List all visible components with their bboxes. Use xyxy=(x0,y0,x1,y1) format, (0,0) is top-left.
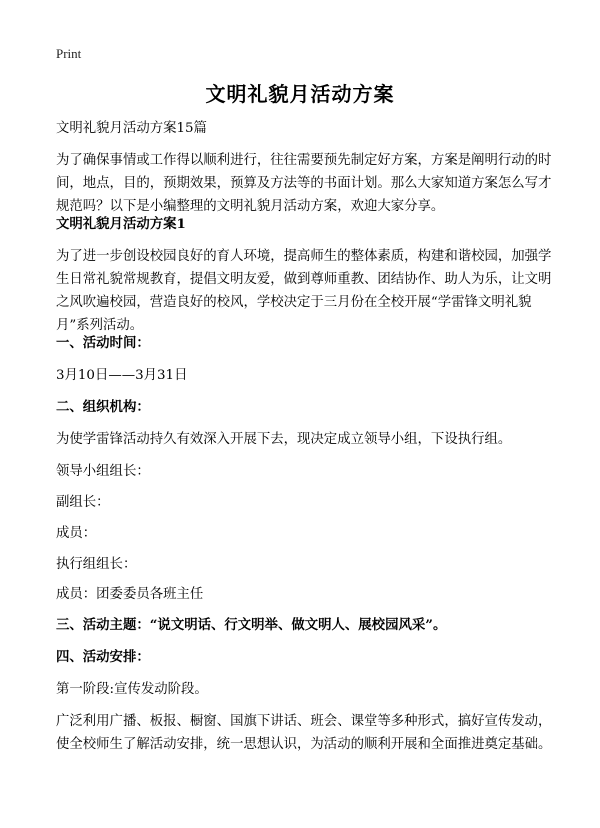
heading-activity-time: 一、活动时间： xyxy=(56,335,150,351)
exec-leader-line: 执行组组长： xyxy=(56,557,137,572)
heading-activity-theme: 三、活动主题：“说文明话、行文明举、做文明人、展校园风采”。 xyxy=(56,617,447,633)
section-heading-plan1: 文明礼貌月活动方案1 xyxy=(56,216,186,232)
doc-subtitle: 文明礼貌月活动方案15篇 xyxy=(56,121,207,136)
organization-paragraph: 为使学雷锋活动持久有效深入开展下去，现决定成立领导小组，下设执行组。 xyxy=(56,432,512,447)
heading-organization: 二、组织机构： xyxy=(56,399,150,415)
members-line: 成员： xyxy=(56,526,97,541)
stage-one-line: 第一阶段:宣传发动阶段。 xyxy=(56,682,208,697)
heading-activity-schedule: 四、活动安排： xyxy=(56,649,150,665)
deputy-leader-line: 副组长： xyxy=(56,495,110,510)
exec-members-line: 成员：团委委员各班主任 xyxy=(56,587,204,602)
plan1-paragraph: 为了进一步创设校园良好的育人环境，提高师生的整体素质，构建和谐校园，加强学生日常礼貌常规教育，提倡文明友爱，做到尊师重教、团结协作、助人为乐，让文明之风吹遍校园，营造良好的校风，学校决定于三月份在全校开展“学雷锋文明礼貌月”系列活动。 xyxy=(56,249,552,333)
intro-paragraph: 为了确保事情或工作得以顺利进行，往往需要预先制定好方案，方案是阐明行动的时间，地点，目的，预期效果，预算及方法等的书面计划。那么大家知道方案怎么写才规范吗？以下是小编整理的文明礼貌月活动方案，欢迎大家分享。 xyxy=(56,153,552,214)
leader-line: 领导小组组长： xyxy=(56,464,150,479)
document-title: 文明礼貌月活动方案 xyxy=(205,82,395,106)
activity-time-value: 3月10日——3月31日 xyxy=(56,368,188,383)
stage-one-paragraph: 广泛利用广播、板报、橱窗、国旗下讲话、班会、课堂等多种形式，搞好宣传发动，使全校师生了解活动安排，统一思想认识，为活动的顺利开展和全面推进奠定基础。 xyxy=(56,714,552,752)
print-link[interactable]: Print xyxy=(56,46,82,61)
